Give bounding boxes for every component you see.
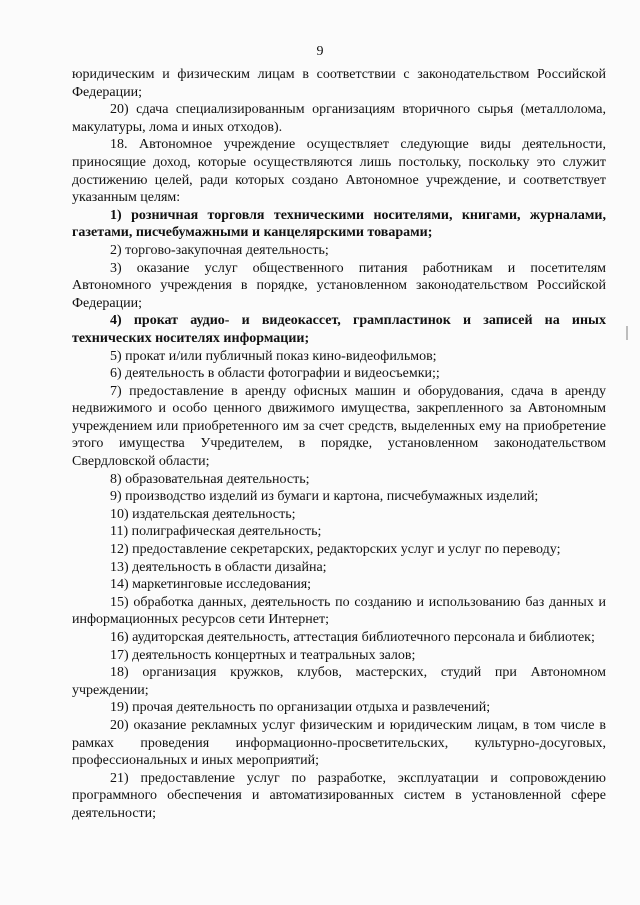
paragraph: 3) оказание услуг общественного питания работникам и посетителям Автономного учреждения в порядке, установленном законодательством Российской Федерации; bbox=[72, 260, 606, 311]
paragraph: 17) деятельность концертных и театральных залов; bbox=[110, 647, 416, 663]
paragraph: 4) прокат аудио- и видеокассет, грампластинок и записей на иных технических носителях информации; bbox=[72, 313, 606, 346]
paragraph: 7) предоставление в аренду офисных машин и оборудования, сдача в аренду недвижимого и особо ценного движимого имущества, закрепленного за Автономным учреждением или приобретенного им за счет средств, выделенных ему на приобретение этого имущества Учредителем, в порядке, установленном законодательством Свердловской области; bbox=[72, 383, 606, 470]
paragraph: 19) прочая деятельность по организации отдыха и развлечений; bbox=[110, 700, 491, 716]
paragraph: 20) сдача специализированным организациям вторичного сырья (металлолома, макулатуры, лома и иных отходов). bbox=[72, 102, 606, 135]
document-body bbox=[72, 66, 606, 823]
paragraph: 15) обработка данных, деятельность по созданию и использованию баз данных и информационных ресурсов сети Интернет; bbox=[72, 594, 606, 628]
paragraph: 16) аудиторская деятельность, аттестация библиотечного персонала и библиотек; bbox=[110, 630, 595, 645]
paragraph: 2) торгово-закупочная деятельность; bbox=[110, 242, 329, 258]
paragraph: юридическим и физическим лицам в соответствии с законодательством Российской Федерации; bbox=[72, 67, 606, 100]
paragraph: 18. Автономное учреждение осуществляет следующие виды деятельности, приносящие доход, которые осуществляются лишь постольку, поскольку это служит достижению целей, ради которых создано Автономное учреждение, и соответствует указанным целям: bbox=[72, 137, 606, 206]
paragraph: 11) полиграфическая деятельность; bbox=[110, 524, 322, 540]
paragraph: 6) деятельность в области фотографии и видеосъемки;; bbox=[110, 366, 440, 382]
paragraph: 20) оказание рекламных услуг физическим и юридическим лицам, в том числе в рамках проведения информационно-просветительских, культурно-досуговых, профессиональных и иных мероприятий; bbox=[72, 717, 606, 769]
paragraph: 18) организация кружков, клубов, мастерских, студий при Автономном учреждении; bbox=[72, 665, 606, 698]
paragraph: 1) розничная торговля техническими носителями, книгами, журналами, газетами, писчебумажными и канцелярскими товарами; bbox=[72, 207, 606, 241]
paragraph: 12) предоставление секретарских, редакторских услуг и услуг по переводу; bbox=[110, 542, 561, 558]
paragraph: 5) прокат и/или публичный показ кино-видеофильмов; bbox=[110, 348, 437, 364]
paragraph: 13) деятельность в области дизайна; bbox=[110, 559, 327, 575]
paragraph: 10) издательская деятельность; bbox=[110, 506, 296, 522]
paragraph: 21) предоставление услуг по разработке, эксплуатации и сопровождению программного обеспечения и автоматизированных систем в установленной сфере деятельности; bbox=[72, 770, 606, 821]
paragraph: 9) производство изделий из бумаги и картона, писчебумажных изделий; bbox=[110, 489, 539, 505]
scan-mark bbox=[626, 326, 628, 340]
paragraph: 14) маркетинговые исследования; bbox=[110, 577, 312, 593]
paragraph: 8) образовательная деятельность; bbox=[110, 471, 310, 487]
page-number: 9 bbox=[316, 44, 324, 59]
